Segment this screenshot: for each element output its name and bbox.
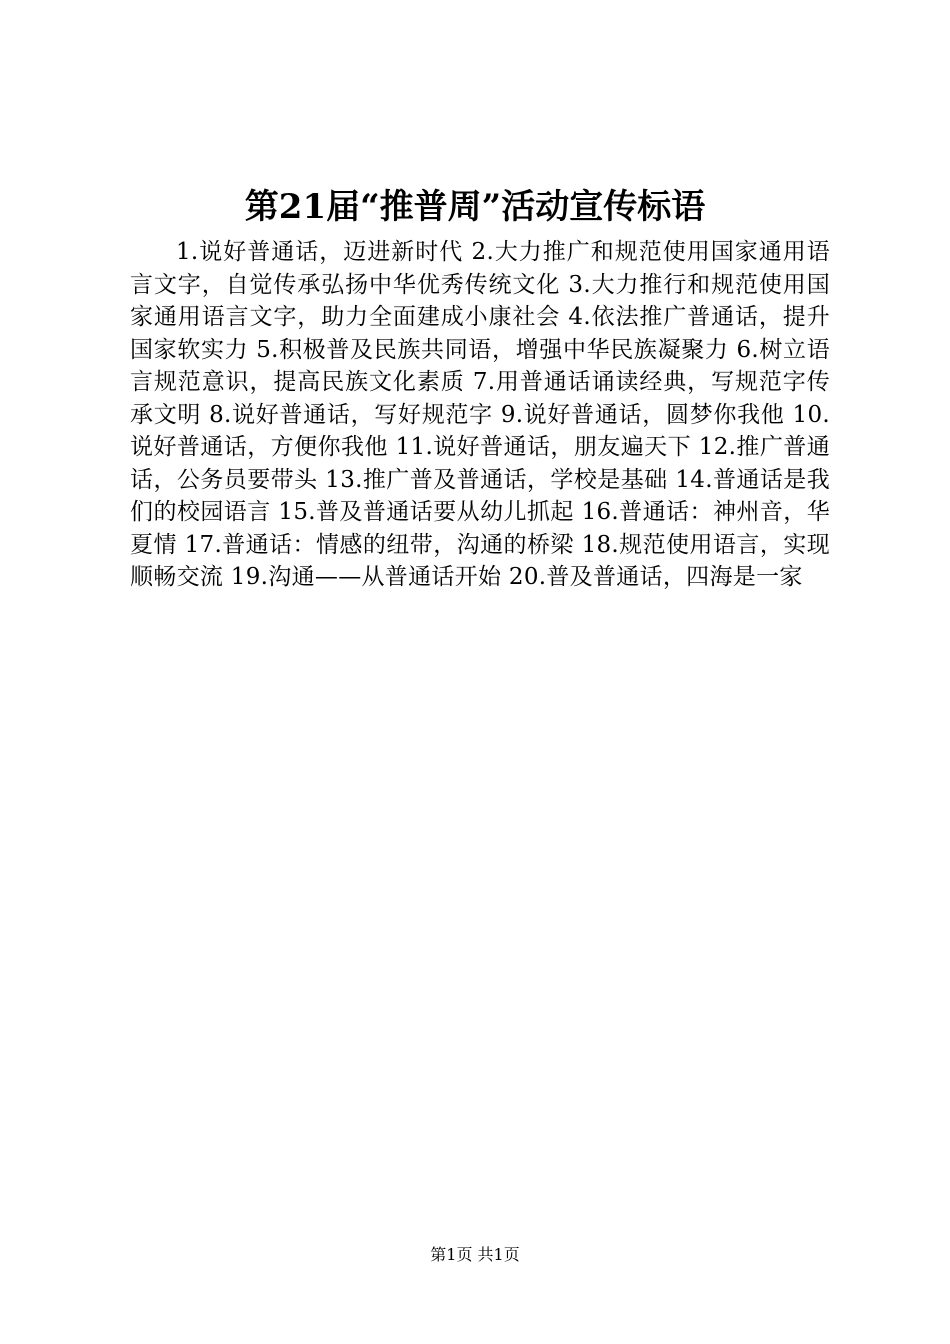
page-number-footer: 第1页 共1页 — [430, 1245, 520, 1264]
document-body: 1.说好普通话，迈进新时代 2.大力推广和规范使用国家通用语言文字，自觉传承弘扬中华优秀传统文化 3.大力推行和规范使用国家通用语言文字，助力全面建成小康社会 4.依法推广普通话，提升国家软实力 5.积极普及民族共同语，增强中华民族凝聚力 6.树立语言规范意识，提高民族文化素质 7.用普通话诵读经典，写规范字传承文明 8.说好普通话，写好规范字 9.说好普通话，圆梦你我他 10.说好普通话，方便你我他 11.说好普通话，朋友遍天下 12.推广普通话，公务员要带头 13.推广普及普通话，学校是基础 14.普通话是我们的校园语言 15.普及普通话要从幼儿抓起 16.普通话：神州音，华夏情 17.普通话：情感的纽带，沟通的桥梁 18.规范使用语言，实现顺畅交流 19.沟通——从普通话开始 20.普及普通话，四海是一家 — [130, 239, 830, 590]
document-title: 第21届“推普周”活动宣传标语 — [244, 187, 706, 227]
